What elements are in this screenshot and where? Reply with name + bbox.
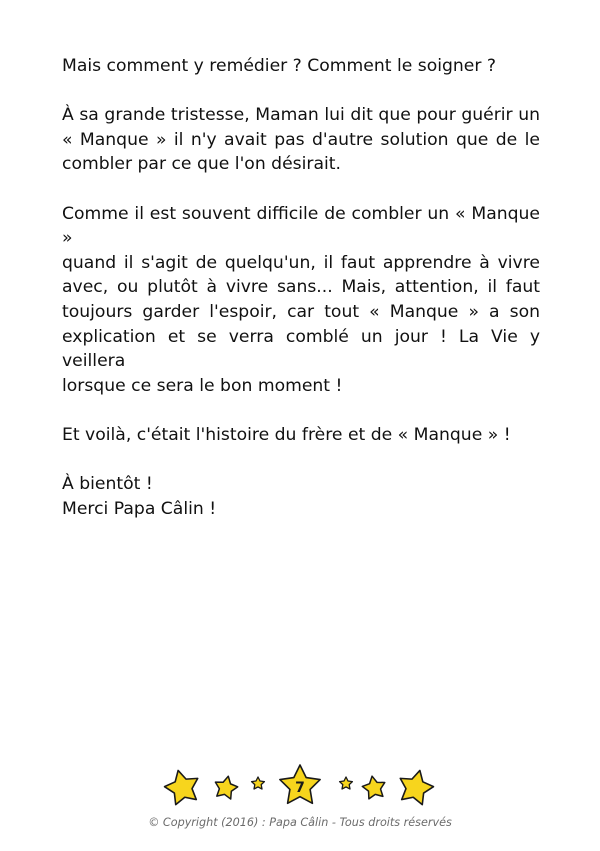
star-icon <box>252 777 265 789</box>
text-line: combler par ce que l'on désirait. <box>62 154 341 175</box>
text-line: quand il s'agit de quelqu'un, il faut apprendre à vivre <box>62 252 540 273</box>
text-line: Merci Papa Câlin ! <box>62 498 217 519</box>
stars-svg <box>160 764 440 814</box>
page-number: 7 <box>295 780 305 796</box>
text-line: Comme il est souvent difficile de combler un « Manque » <box>62 203 540 249</box>
text-line: À sa grande tristesse, Maman lui dit que pour guérir un <box>62 105 540 126</box>
text-line: À bientôt ! <box>62 474 153 495</box>
text-line: « Manque » il n'y avait pas d'autre solution que de le <box>62 129 540 150</box>
copyright-footer: © Copyright (2016) : Papa Câlin - Tous droits réservés <box>148 816 452 829</box>
page-number-stars <box>160 764 440 814</box>
text-line: lorsque ce sera le bon moment ! <box>62 375 343 396</box>
star-icon <box>162 766 203 806</box>
paragraph-3 <box>62 202 540 399</box>
paragraph-2 <box>62 103 540 177</box>
star-icon <box>395 766 436 806</box>
text-line: Mais comment y remédier ? Comment le soigner ? <box>62 56 497 76</box>
paragraph-4 <box>62 423 540 448</box>
star-icon <box>213 774 240 800</box>
text-line: avec, ou plutôt à vivre sans... Mais, attention, il faut <box>62 277 540 298</box>
paragraph-5 <box>62 472 540 521</box>
text-line: Et voilà, c'était l'histoire du frère et de « Manque » ! <box>62 424 511 445</box>
star-icon <box>340 777 353 789</box>
star-icon <box>361 774 387 799</box>
story-text <box>62 54 540 546</box>
text-line: toujours garder l'espoir, car tout « Manque » a son <box>62 301 540 322</box>
paragraph-1 <box>62 54 540 79</box>
text-line: explication et se verra comblé un jour ! La Vie y veillera <box>62 326 540 372</box>
